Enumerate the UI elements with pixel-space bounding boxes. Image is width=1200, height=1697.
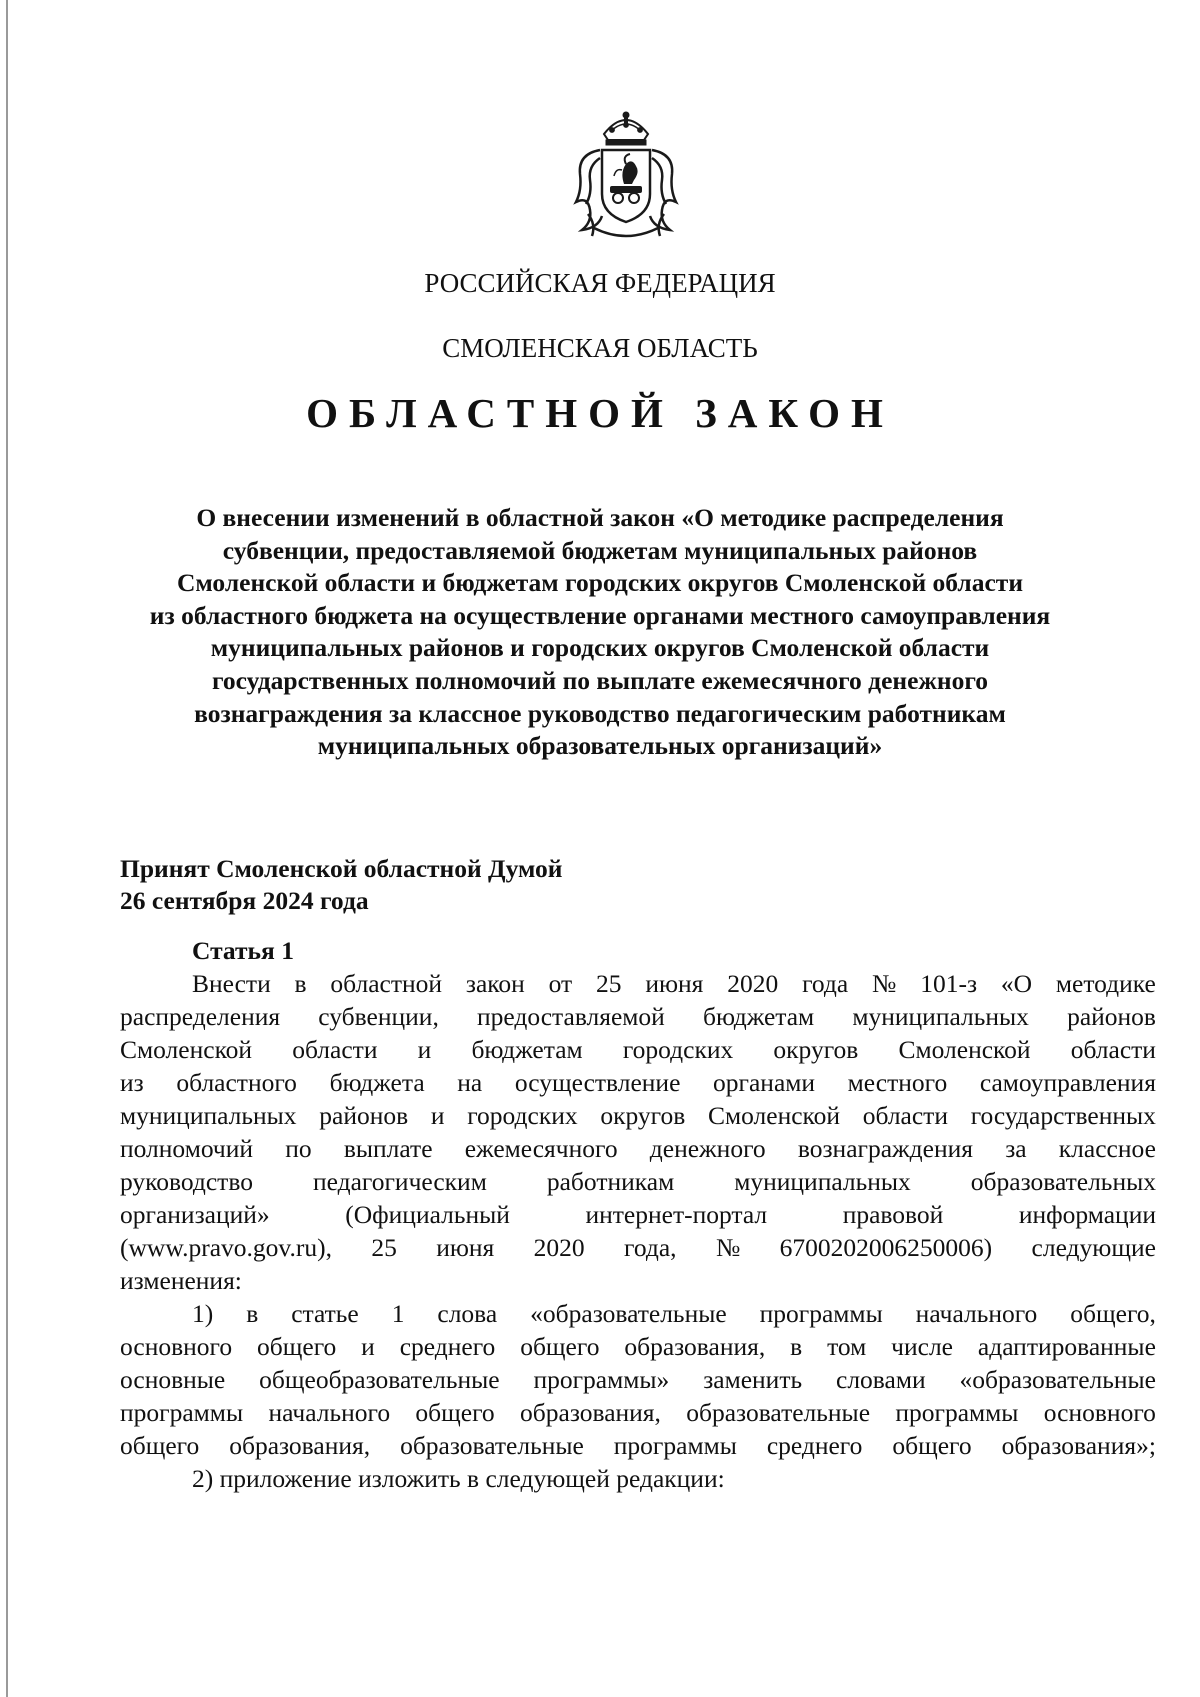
body-word: от [548, 969, 573, 998]
body-word: среднего [766, 1431, 863, 1460]
crown-icon [604, 112, 648, 145]
body-word: следующие [1031, 1233, 1156, 1262]
law-title-line: О внесении изменений в областной закон «О методике распределения [196, 503, 1004, 532]
law-title-line: Смоленской области и бюджетам городских округов Смоленской области [176, 568, 1024, 598]
body-word: организаций» [120, 1200, 270, 1229]
body-word: общего, [1070, 1299, 1156, 1328]
body-word: Смоленской [898, 1035, 1031, 1064]
law-title-line: муниципальных районов и городских округов Смоленской области [210, 633, 990, 663]
body-word: общеобразовательные [259, 1365, 500, 1394]
body-word: муниципальных [734, 1167, 911, 1196]
body-line [120, 1429, 1156, 1462]
law-title [120, 502, 1080, 763]
body-word: (Официальный [345, 1200, 510, 1229]
body-word: образовательных [970, 1167, 1156, 1196]
body-word: распределения [120, 1002, 281, 1031]
body-word: «О [1000, 969, 1033, 998]
body-word: слова [437, 1299, 498, 1328]
body-word: районов [319, 1101, 409, 1130]
body-word: начального [268, 1398, 391, 1427]
body-line: 2) приложение изложить в следующей редакции: [192, 1464, 725, 1493]
body-word: адаптированные [977, 1332, 1156, 1361]
body-word: интернет-портал [585, 1200, 768, 1229]
body-word: начального [915, 1299, 1038, 1328]
law-title-line: муниципальных образовательных организаций» [317, 731, 883, 761]
body-line [120, 1000, 1156, 1033]
adoption-body: Принят Смоленской областной Думой [120, 854, 563, 883]
body-word: заменить [703, 1365, 803, 1394]
body-word: области [292, 1035, 378, 1064]
body-word: программы [613, 1431, 737, 1460]
body-line [120, 1132, 1156, 1165]
body-word: № [715, 1233, 741, 1262]
body-word: округов [600, 1101, 686, 1130]
body-word: и [430, 1101, 445, 1130]
body-word: городских [622, 1035, 734, 1064]
adoption-info [120, 853, 562, 917]
region-name: СМОЛЕНСКАЯ ОБЛАСТЬ [442, 333, 758, 363]
body-word: числе [891, 1332, 954, 1361]
body-word: 101-з [920, 969, 978, 998]
body-word: муниципальных [852, 1002, 1029, 1031]
body-word: полномочий [120, 1134, 254, 1163]
body-word: методике [1055, 969, 1156, 998]
body-word: руководство [120, 1167, 253, 1196]
body-line [120, 1363, 1156, 1396]
body-word: словами [836, 1365, 926, 1394]
body-word: и [361, 1332, 375, 1361]
body-word: программы [759, 1299, 883, 1328]
body-word: области [1070, 1035, 1156, 1064]
mantling-right [650, 150, 676, 236]
shield-icon [602, 150, 650, 222]
body-word: государственных [970, 1101, 1156, 1130]
law-title-line: вознаграждения за классное руководство педагогическим работникам [194, 698, 1006, 728]
body-word: областного [176, 1068, 297, 1097]
country-name: РОССИЙСКАЯ ФЕДЕРАЦИЯ [424, 268, 776, 298]
body-word: бюджетам [471, 1035, 583, 1064]
body-word: информации [1018, 1200, 1156, 1229]
body-word: программы [895, 1398, 1019, 1427]
body-line: изменения: [120, 1266, 242, 1295]
body-word: образования, [520, 1398, 661, 1427]
document-type-heading: ОБЛАСТНОЙ ЗАКОН [306, 390, 894, 436]
law-title-line: государственных полномочий по выплате ежемесячного денежного [211, 665, 989, 695]
body-word: основного [1043, 1398, 1156, 1427]
article-heading: Статья 1 [192, 936, 294, 965]
body-word: года, [624, 1233, 677, 1262]
body-word: областной [330, 969, 443, 998]
body-word: районов [1067, 1002, 1156, 1031]
body-word: ежемесячного [464, 1134, 618, 1163]
body-line [120, 1297, 1156, 1330]
adoption-date: 26 сентября 2024 года [120, 886, 369, 915]
body-word: «образовательные [959, 1365, 1156, 1394]
body-word: округов [773, 1035, 859, 1064]
body-line [120, 1396, 1156, 1429]
body-word: области [862, 1101, 948, 1130]
body-word: № [872, 969, 897, 998]
ribbon [594, 228, 658, 236]
body-word: 25 [371, 1233, 397, 1262]
body-word: правовой [842, 1200, 944, 1229]
article-body [120, 967, 1156, 1495]
body-word: том [827, 1332, 867, 1361]
body-word: выплате [343, 1134, 433, 1163]
body-word: классное [1058, 1134, 1156, 1163]
body-line [120, 1033, 1156, 1066]
body-word: бюджета [329, 1068, 425, 1097]
body-word: образования»; [1001, 1431, 1156, 1460]
body-word: 25 [596, 969, 622, 998]
body-word: (www.pravo.gov.ru), [120, 1233, 332, 1262]
body-word: Смоленской [120, 1035, 253, 1064]
body-word: из [120, 1068, 144, 1097]
body-word: программы» [533, 1365, 670, 1394]
law-title-line: из областного бюджета на осуществление органами местного самоуправления [149, 600, 1051, 630]
body-line [120, 1231, 1156, 1264]
body-word: работникам [546, 1167, 675, 1196]
body-word: Смоленской [707, 1101, 841, 1130]
body-word: образования, [624, 1332, 766, 1361]
body-word: общего [415, 1398, 495, 1427]
body-word: 6700202006250006) [779, 1233, 993, 1262]
coat-of-arms-icon [570, 110, 682, 242]
body-word: субвенции, [318, 1002, 439, 1031]
body-word: педагогическим [312, 1167, 487, 1196]
body-word: основные [120, 1365, 226, 1394]
body-word: вознаграждения [797, 1134, 973, 1163]
body-word: «образовательные [530, 1299, 727, 1328]
body-word: статье [291, 1299, 359, 1328]
body-word: по [285, 1134, 312, 1163]
body-word: и [417, 1035, 432, 1064]
body-word: предоставляемой [476, 1002, 665, 1031]
body-word: июня [436, 1233, 495, 1262]
law-title-line: субвенции, предоставляемой бюджетам муниципальных районов [222, 535, 978, 565]
body-word: Внести [192, 969, 271, 998]
body-word: бюджетам [702, 1002, 815, 1031]
body-word: основного [120, 1332, 233, 1361]
body-word: общего [257, 1332, 337, 1361]
body-line [120, 1198, 1156, 1231]
body-word: в [246, 1299, 259, 1328]
body-word: образовательные [686, 1398, 871, 1427]
body-word: общего [120, 1431, 200, 1460]
body-word: общего [892, 1431, 972, 1460]
body-word: за [1005, 1134, 1027, 1163]
scan-left-edge [6, 0, 8, 1697]
body-word: 1) [192, 1299, 214, 1328]
body-line [120, 1099, 1156, 1132]
body-word: года [802, 969, 849, 998]
body-word: среднего [399, 1332, 496, 1361]
body-line [120, 967, 1156, 1000]
body-word: на [457, 1068, 483, 1097]
body-word: 2020 [727, 969, 779, 998]
body-line [120, 1066, 1156, 1099]
body-word: 1 [391, 1299, 405, 1328]
body-word: программы [120, 1398, 244, 1427]
mantling-left [576, 150, 602, 236]
body-word: местного [847, 1068, 948, 1097]
body-word: в [790, 1332, 803, 1361]
body-line [120, 1165, 1156, 1198]
body-word: органами [713, 1068, 816, 1097]
body-word: городских [467, 1101, 578, 1130]
body-word: образовательные [400, 1431, 584, 1460]
body-word: июня [645, 969, 704, 998]
body-word: осуществление [514, 1068, 681, 1097]
body-word: 2020 [533, 1233, 585, 1262]
body-line [120, 1330, 1156, 1363]
body-word: образования, [229, 1431, 371, 1460]
body-word: муниципальных [120, 1101, 297, 1130]
body-word: общего [520, 1332, 600, 1361]
body-word: в [294, 969, 307, 998]
body-word: закон [465, 969, 525, 998]
body-word: самоуправления [979, 1068, 1156, 1097]
body-word: денежного [649, 1134, 766, 1163]
